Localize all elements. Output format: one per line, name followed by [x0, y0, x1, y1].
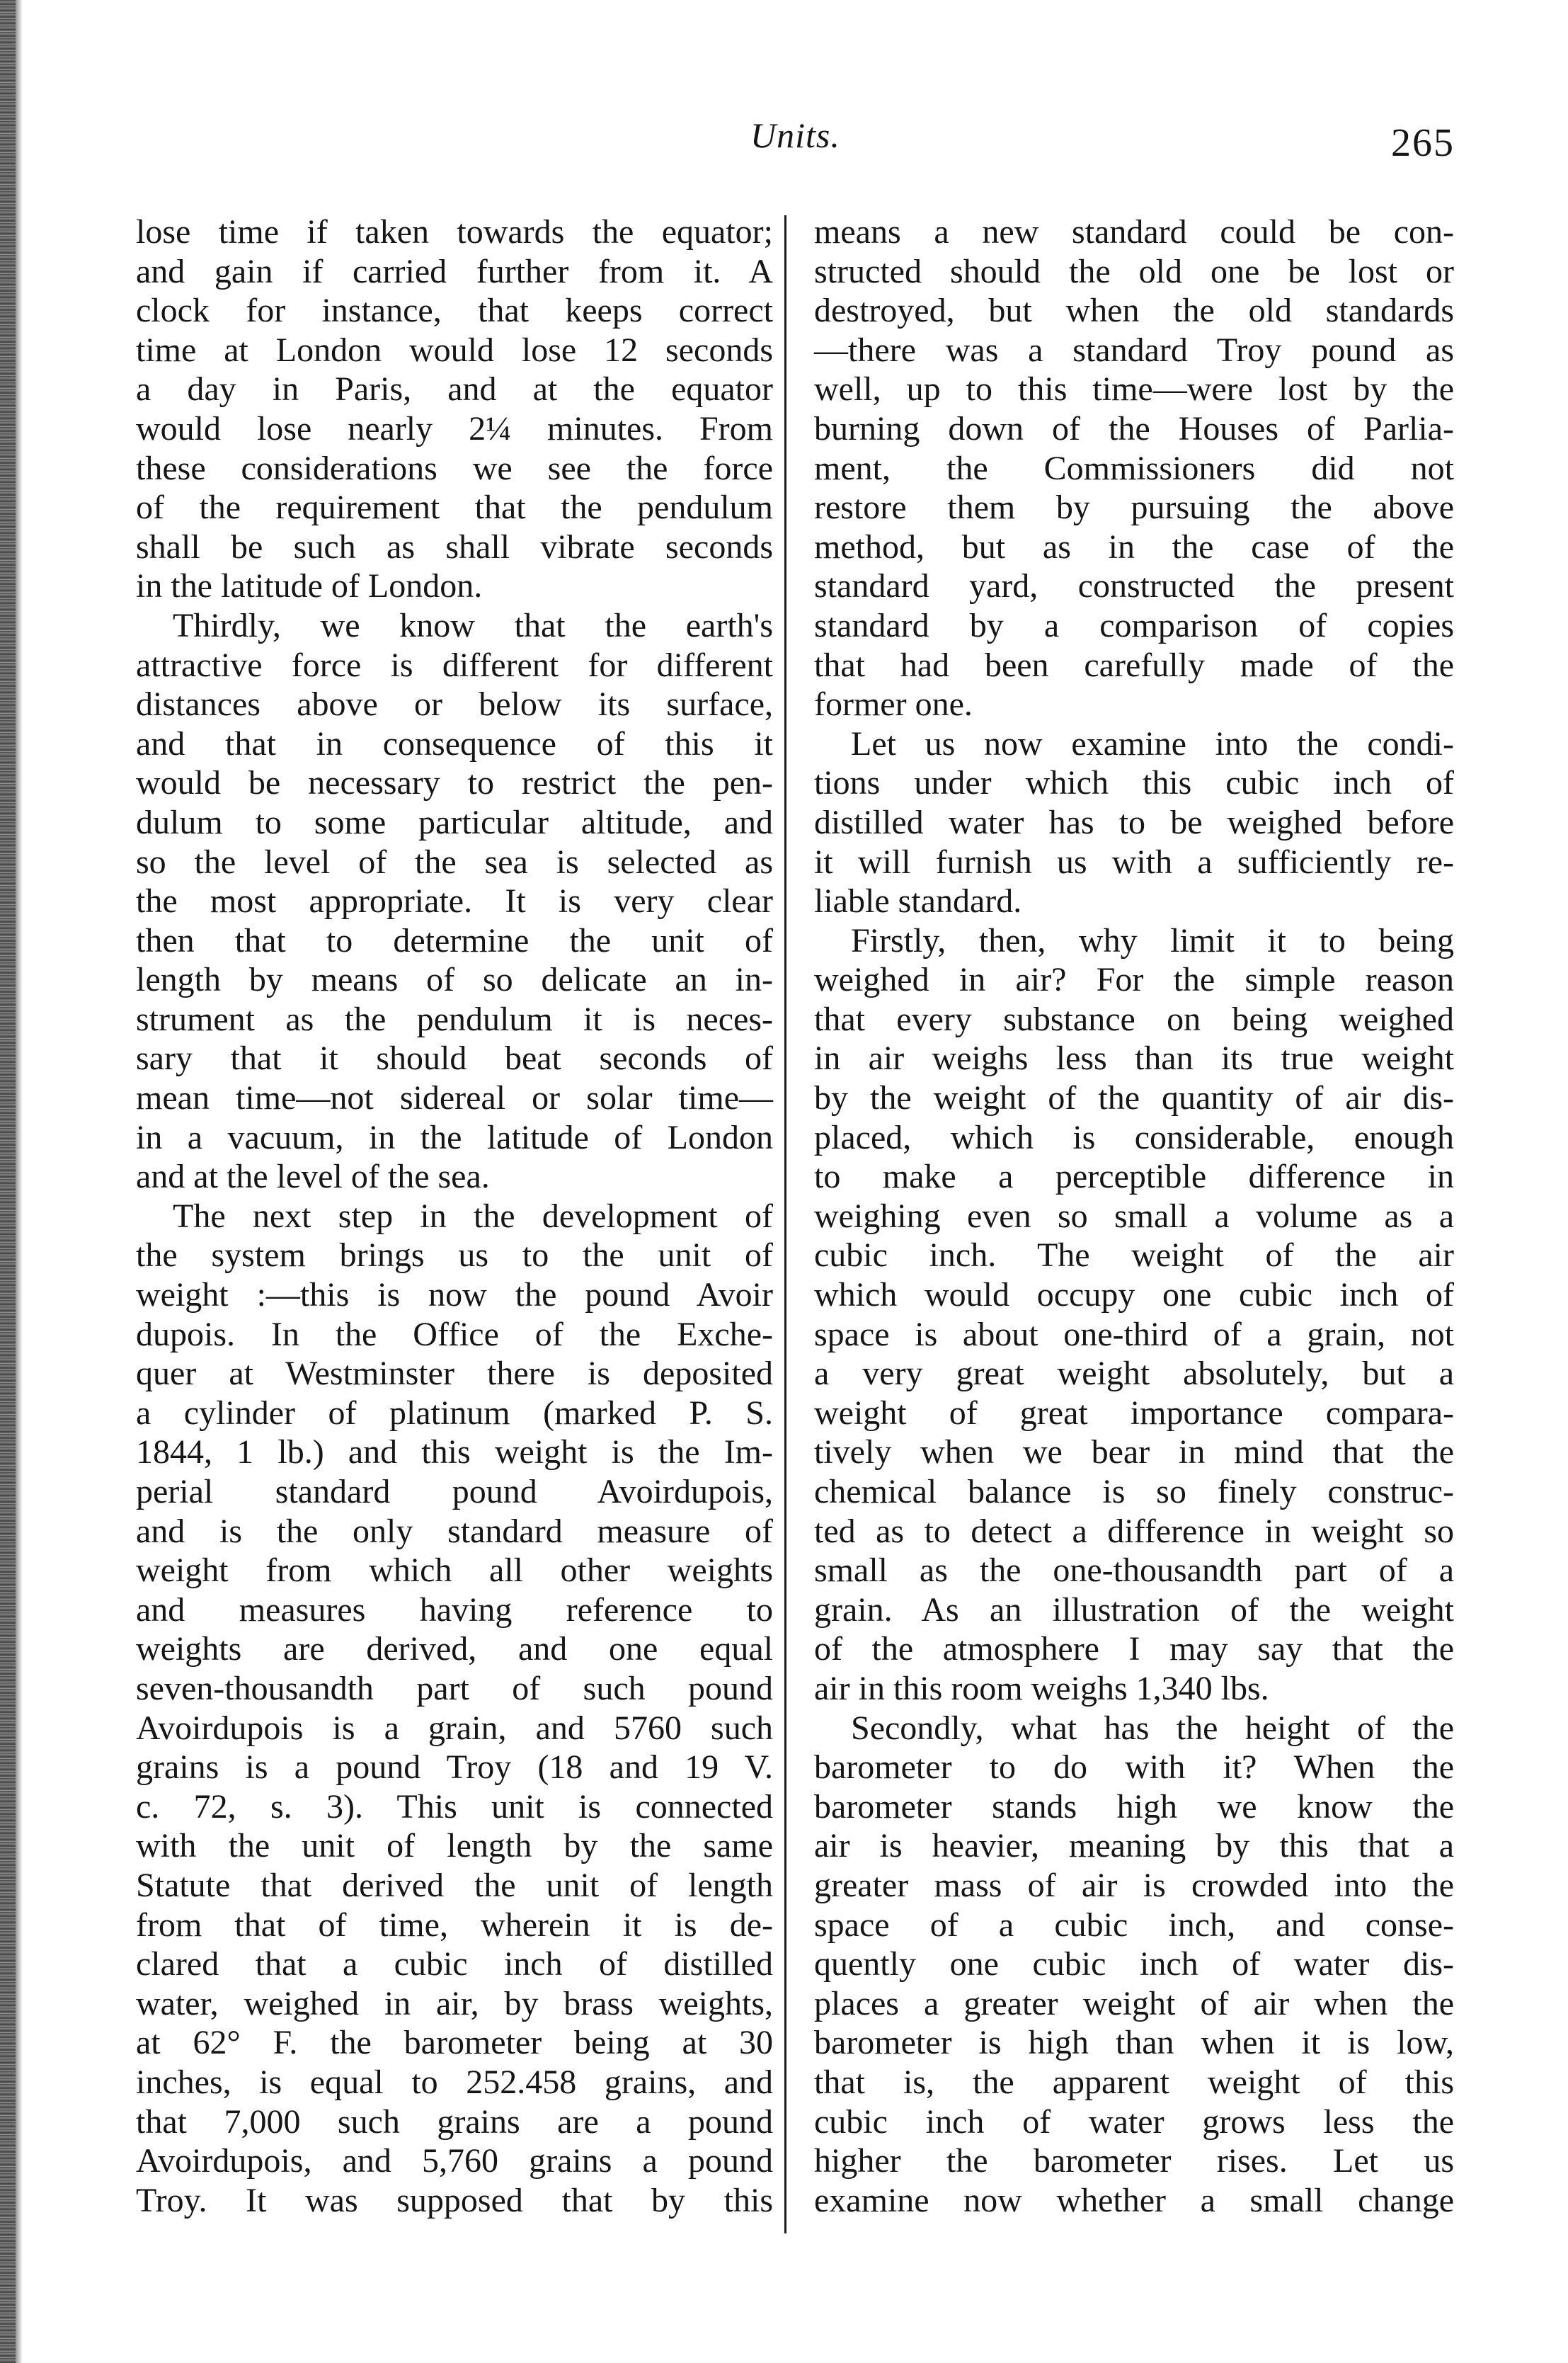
text-line: cubic inch. The weight of the air: [814, 1236, 1454, 1275]
text-line: former one.: [814, 685, 973, 724]
running-title: Units.: [750, 115, 840, 155]
text-line: sary that it should beat seconds of: [136, 1040, 773, 1078]
text-line: so the level of the sea is selected as: [136, 843, 773, 881]
text-line: of the requirement that the pendulum: [136, 489, 773, 527]
text-line: grain. As an illustration of the weight: [814, 1590, 1454, 1629]
text-line: it will furnish us with a sufficiently re-: [814, 843, 1454, 881]
text-line: a cylinder of platinum (marked P. S.: [136, 1394, 773, 1432]
text-line: shall be such as shall vibrate seconds: [136, 528, 773, 566]
page-binding-shadow: [16, 0, 23, 2363]
text-line: the most appropriate. It is very clear: [136, 882, 773, 921]
text-line: from that of time, wherein it is de-: [136, 1906, 773, 1944]
right-text-column: [814, 212, 1454, 2220]
text-line: barometer stands high we know the: [814, 1787, 1454, 1826]
text-line: barometer is high than when it is low,: [814, 2024, 1454, 2062]
text-line: air is heavier, meaning by this that a: [814, 1827, 1454, 1865]
text-line: small as the one-thousandth part of a: [814, 1551, 1454, 1590]
text-line: with the unit of length by the same: [136, 1827, 773, 1865]
text-line: mean time—not sidereal or solar time—: [136, 1079, 773, 1117]
text-line: that is, the apparent weight of this: [814, 2063, 1454, 2101]
text-line: and measures having reference to: [136, 1590, 773, 1629]
text-line: Statute that derived the unit of length: [136, 1866, 773, 1904]
text-line: perial standard pound Avoirdupois,: [136, 1473, 773, 1510]
text-line: Avoirdupois, and 5,760 grains a pound: [136, 2142, 773, 2180]
column-divider: [784, 215, 786, 2233]
text-line: in the latitude of London.: [136, 567, 483, 605]
text-line: weights are derived, and one equal: [136, 1630, 773, 1668]
text-line: space of a cubic inch, and conse-: [814, 1906, 1454, 1944]
page-binding-edge: [0, 0, 16, 2363]
text-line: by the weight of the quantity of air dis-: [814, 1079, 1454, 1117]
text-line: clared that a cubic inch of distilled: [136, 1945, 773, 1983]
text-line: a day in Paris, and at the equator: [136, 370, 773, 409]
text-line: to make a perceptible difference in: [814, 1158, 1454, 1196]
text-line: Firstly, then, why limit it to being: [851, 921, 1454, 960]
text-line: weight from which all other weights: [136, 1551, 773, 1590]
text-line: restore them by pursuing the above: [814, 489, 1454, 527]
text-line: standard by a comparison of copies: [814, 606, 1454, 644]
text-line: ted as to detect a difference in weight so: [814, 1512, 1454, 1550]
text-line: of the atmosphere I may say that the: [814, 1630, 1454, 1668]
text-line: chemical balance is so finely construc-: [814, 1473, 1454, 1510]
text-line: that had been carefully made of the: [814, 646, 1454, 684]
text-line: quently one cubic inch of water dis-: [814, 1945, 1454, 1983]
text-line: structed should the old one be lost or: [814, 252, 1454, 290]
text-line: inches, is equal to 252.458 grains, and: [136, 2063, 773, 2101]
text-line: placed, which is considerable, enough: [814, 1118, 1454, 1156]
text-line: dulum to some particular altitude, and: [136, 803, 773, 841]
text-line: lose time if taken towards the equator;: [136, 213, 773, 251]
text-line: and is the only standard measure of: [136, 1512, 773, 1550]
text-line: The next step in the development of: [173, 1197, 773, 1235]
text-line: a very great weight absolutely, but a: [814, 1355, 1454, 1393]
text-line: at 62° F. the barometer being at 30: [136, 2024, 773, 2062]
text-line: seven-thousandth part of such pound: [136, 1669, 773, 1707]
text-line: would lose nearly 2¼ minutes. From: [136, 409, 773, 448]
text-line: greater mass of air is crowded into the: [814, 1866, 1454, 1904]
text-line: water, weighed in air, by brass weights,: [136, 1984, 773, 2022]
text-line: places a greater weight of air when the: [814, 1984, 1454, 2022]
text-line: ment, the Commissioners did not: [814, 449, 1454, 487]
text-line: in air weighs less than its true weight: [814, 1040, 1454, 1078]
text-line: weighing even so small a volume as a: [814, 1197, 1454, 1235]
text-line: time at London would lose 12 seconds: [136, 331, 773, 369]
left-text-column: [136, 212, 773, 2220]
text-line: standard yard, constructed the present: [814, 567, 1454, 605]
text-line: Let us now examine into the condi-: [851, 724, 1454, 763]
text-line: burning down of the Houses of Parlia-: [814, 409, 1454, 448]
text-line: and at the level of the sea.: [136, 1158, 490, 1196]
text-line: air in this room weighs 1,340 lbs.: [814, 1669, 1269, 1707]
text-line: higher the barometer rises. Let us: [814, 2142, 1454, 2180]
text-line: destroyed, but when the old standards: [814, 292, 1454, 330]
text-line: c. 72, s. 3). This unit is connected: [136, 1787, 773, 1826]
text-line: quer at Westminster there is deposited: [136, 1355, 773, 1393]
text-line: distilled water has to be weighed before: [814, 803, 1454, 841]
text-line: length by means of so delicate an in-: [136, 961, 773, 999]
text-line: Avoirdupois is a grain, and 5760 such: [136, 1709, 773, 1747]
text-line: —there was a standard Troy pound as: [814, 331, 1454, 369]
text-line: and that in consequence of this it: [136, 724, 773, 763]
text-line: examine now whether a small change: [814, 2181, 1454, 2219]
text-line: would be necessary to restrict the pen-: [136, 764, 773, 802]
text-line: barometer to do with it? When the: [814, 1748, 1454, 1787]
text-line: weight of great importance compara-: [814, 1394, 1454, 1432]
text-line: means a new standard could be con-: [814, 213, 1454, 251]
text-line: method, but as in the case of the: [814, 528, 1454, 566]
text-line: Thirdly, we know that the earth's: [173, 606, 773, 644]
text-line: distances above or below its surface,: [136, 685, 773, 724]
text-line: weight :—this is now the pound Avoir: [136, 1276, 773, 1314]
text-line: liable standard.: [814, 882, 1022, 921]
text-line: dupois. In the Office of the Exche-: [136, 1315, 773, 1353]
page-number: 265: [1391, 121, 1455, 165]
text-line: tions under which this cubic inch of: [814, 764, 1454, 802]
text-line: grains is a pound Troy (18 and 19 V.: [136, 1748, 773, 1787]
text-line: tively when we bear in mind that the: [814, 1433, 1454, 1471]
text-line: attractive force is different for different: [136, 646, 773, 684]
text-line: well, up to this time—were lost by the: [814, 370, 1454, 409]
text-line: these considerations we see the force: [136, 449, 773, 487]
text-line: cubic inch of water grows less the: [814, 2102, 1454, 2141]
text-line: and gain if carried further from it. A: [136, 252, 773, 290]
text-line: that every substance on being weighed: [814, 1000, 1454, 1038]
text-line: Secondly, what has the height of the: [851, 1709, 1454, 1747]
text-line: that 7,000 such grains are a pound: [136, 2102, 773, 2141]
text-line: then that to determine the unit of: [136, 921, 773, 960]
text-line: strument as the pendulum it is neces-: [136, 1000, 773, 1038]
text-line: clock for instance, that keeps correct: [136, 292, 773, 330]
text-line: the system brings us to the unit of: [136, 1236, 773, 1275]
text-line: Troy. It was supposed that by this: [136, 2181, 773, 2219]
text-line: space is about one-third of a grain, not: [814, 1315, 1454, 1353]
text-line: in a vacuum, in the latitude of London: [136, 1118, 773, 1156]
text-line: which would occupy one cubic inch of: [814, 1276, 1454, 1314]
text-line: 1844, 1 lb.) and this weight is the Im-: [136, 1433, 773, 1471]
text-line: weighed in air? For the simple reason: [814, 961, 1454, 999]
